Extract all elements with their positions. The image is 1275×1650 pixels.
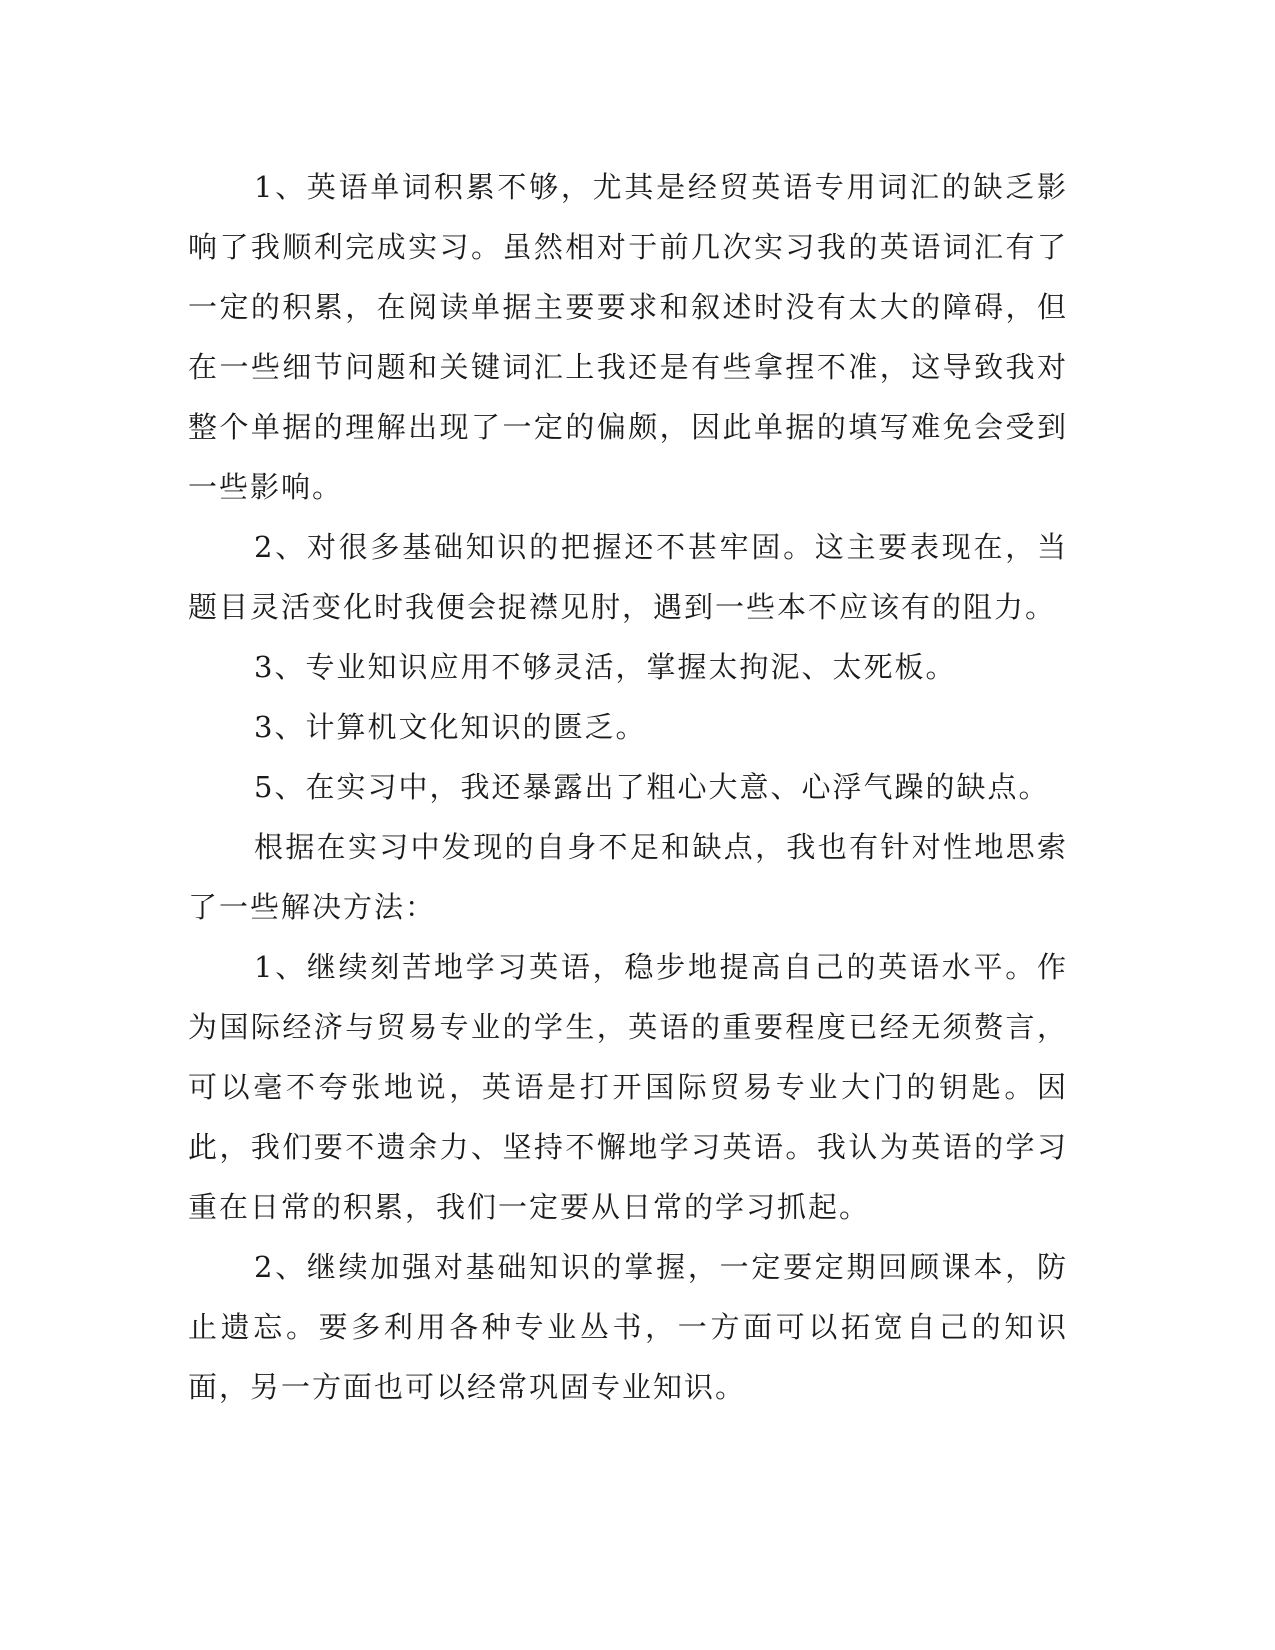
document-body [188, 157, 1068, 1417]
paragraph-solution-basics: 2、继续加强对基础知识的掌握，一定要定期回顾课本，防止遗忘。要多利用各种专业丛书，一方面可以拓宽自己的知识面，另一方面也可以经常巩固专业知识。 [188, 1250, 1068, 1404]
paragraph-weakness-basics: 2、对很多基础知识的把握还不甚牢固。这主要表现在，当题目灵活变化时我便会捉襟见肘，遇到一些本不应该有的阻力。 [188, 530, 1068, 624]
paragraph-weakness-carelessness: 5、在实习中，我还暴露出了粗心大意、心浮气躁的缺点。 [254, 770, 1050, 804]
paragraph-weakness-application: 3、专业知识应用不够灵活，掌握太拘泥、太死板。 [254, 650, 957, 684]
paragraph-weakness-computer: 3、计算机文化知识的匮乏。 [254, 710, 647, 744]
paragraph-solution-english: 1、继续刻苦地学习英语，稳步地提高自己的英语水平。作为国际经济与贸易专业的学生，英语的重要程度已经无须赘言，可以毫不夸张地说，英语是打开国际贸易专业大门的钥匙。因此，我们要不遗余力、坚持不懈地学习英语。我认为英语的学习重在日常的积累，我们一定要从日常的学习抓起。 [188, 950, 1068, 1224]
paragraph-weakness-vocabulary: 1、英语单词积累不够，尤其是经贸英语专用词汇的缺乏影响了我顺利完成实习。虽然相对于前几次实习我的英语词汇有了一定的积累，在阅读单据主要要求和叙述时没有太大的障碍，但在一些细节问题和关键词汇上我还是有些拿捏不准，这导致我对整个单据的理解出现了一定的偏颇，因此单据的填写难免会受到一些影响。 [188, 170, 1068, 504]
paragraph-solutions-intro: 根据在实习中发现的自身不足和缺点，我也有针对性地思索了一些解决方法： [188, 830, 1068, 924]
